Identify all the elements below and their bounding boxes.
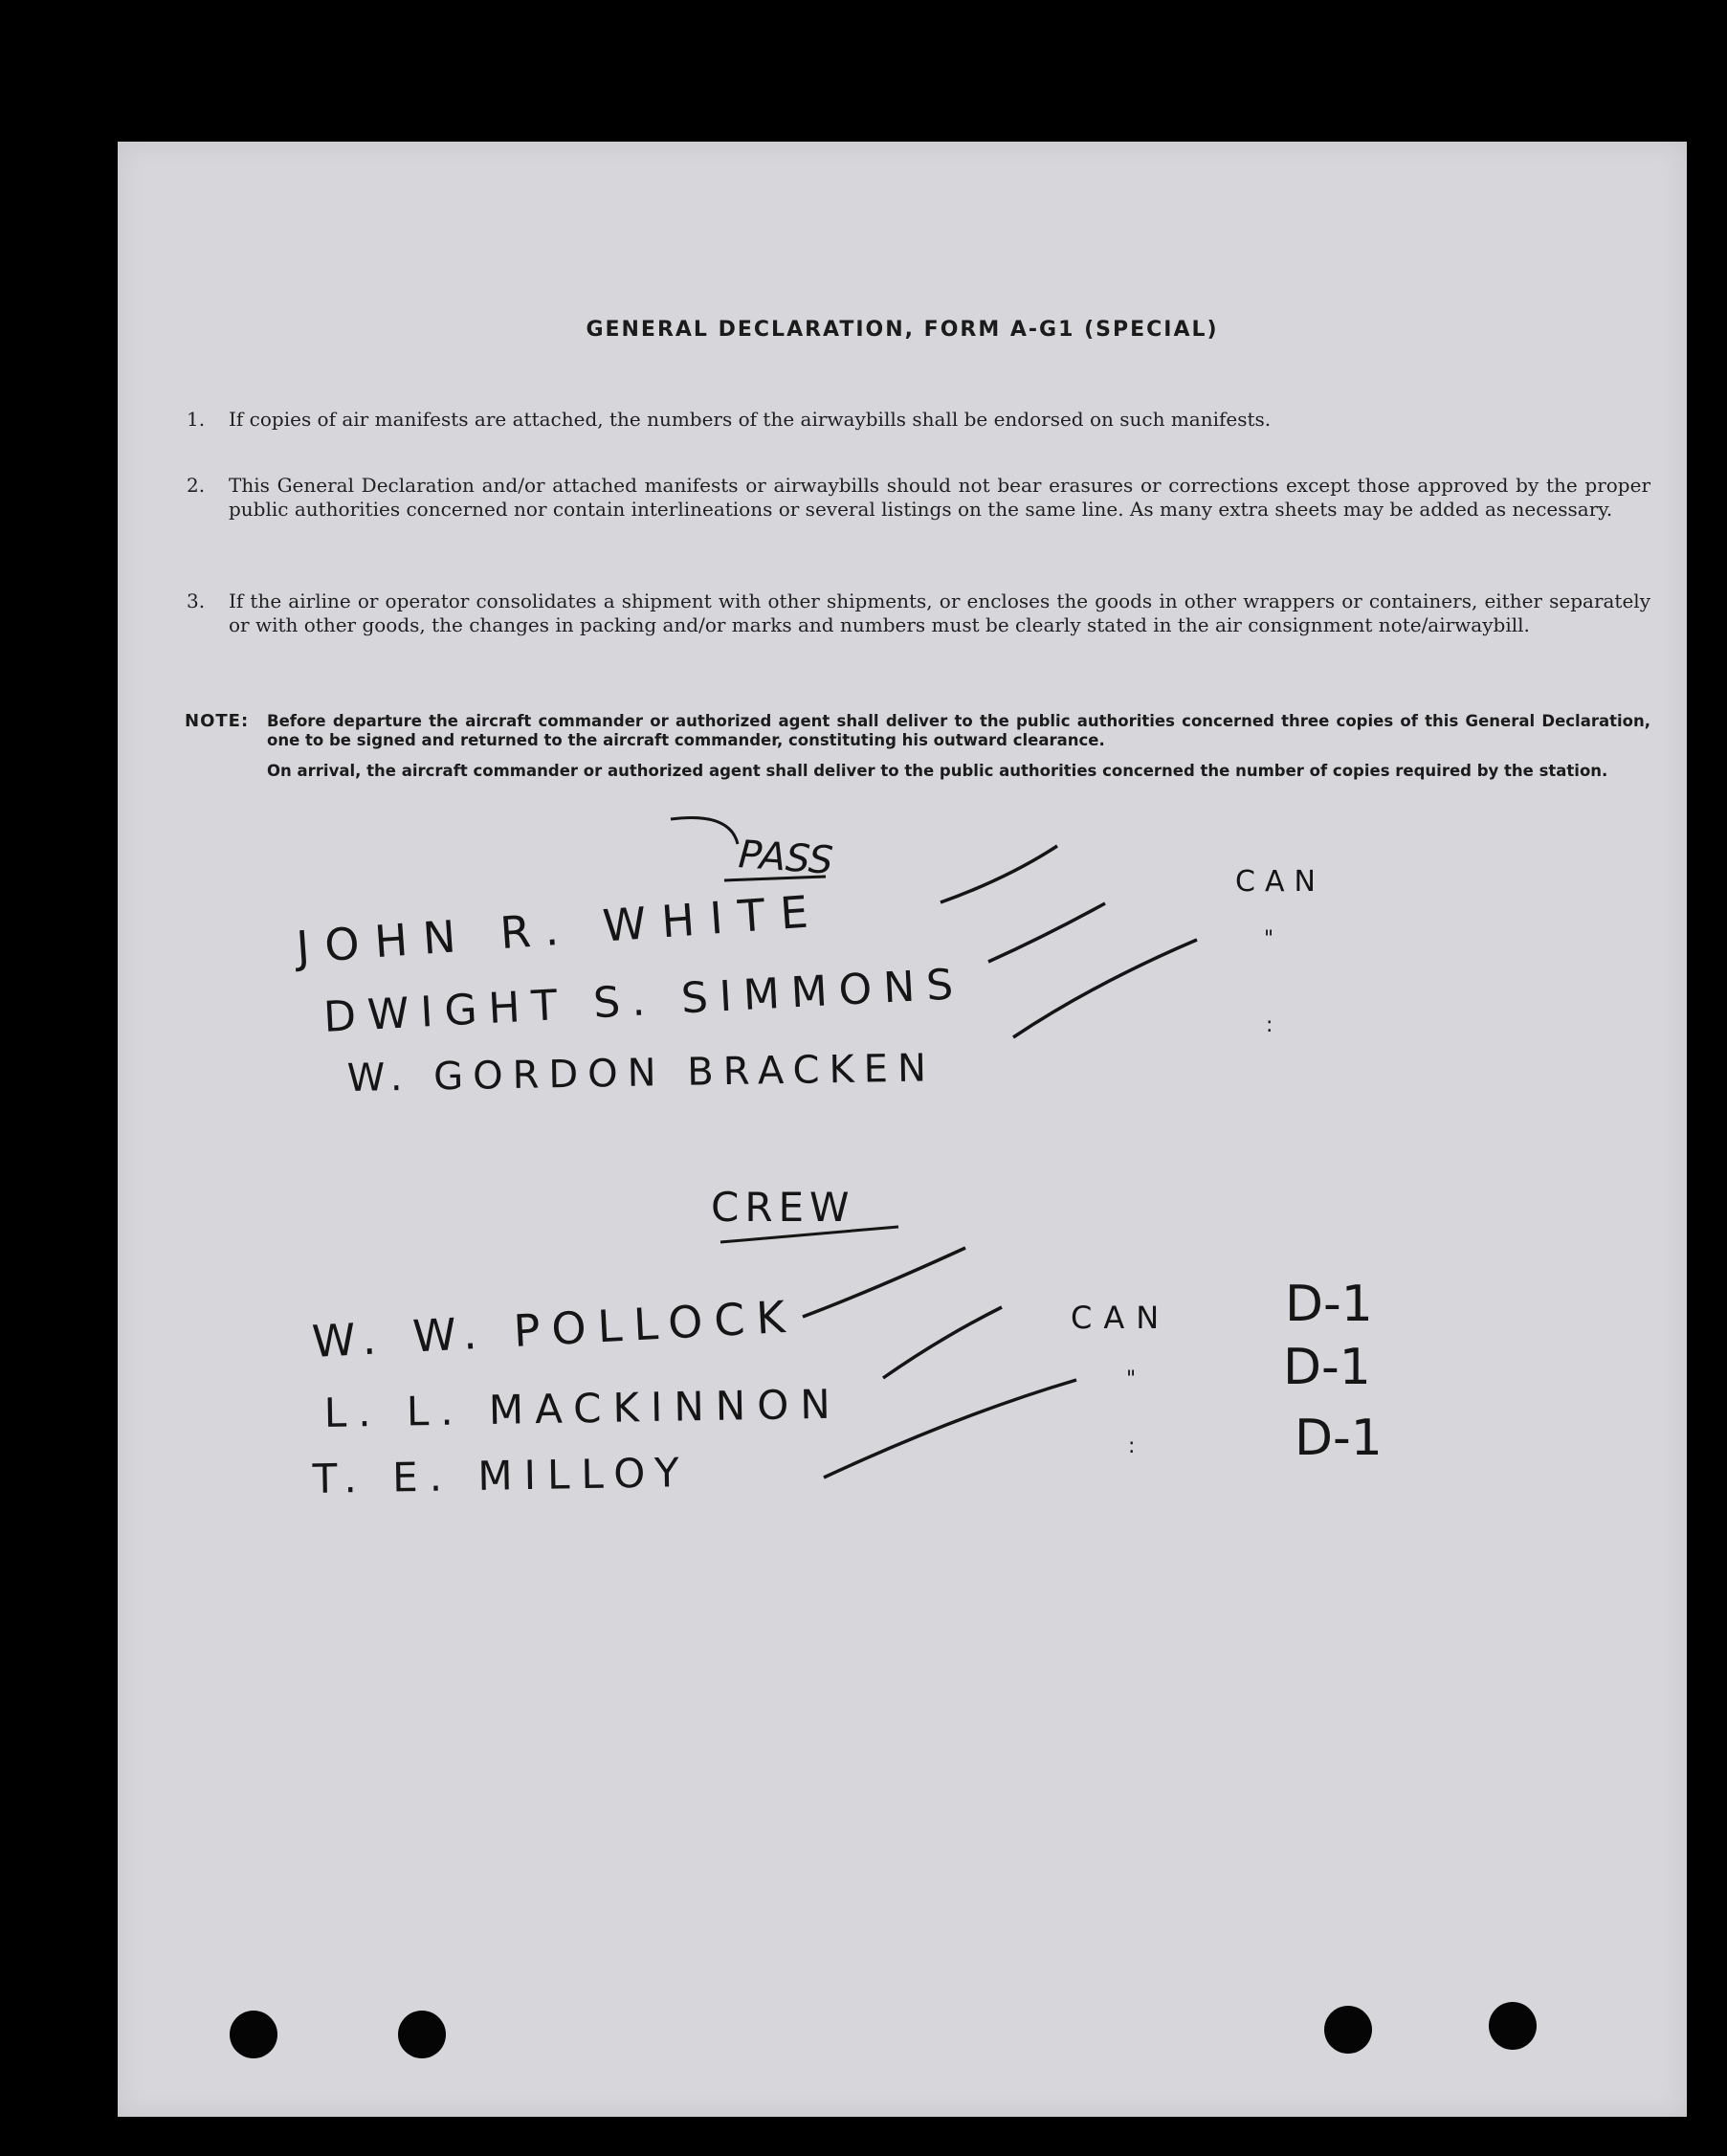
punch-hole (230, 2011, 277, 2058)
crew-dash (824, 1380, 1076, 1478)
crew-name: T. E. MILLOY (312, 1449, 692, 1502)
passenger-name: DWIGHT S. SIMMONS (321, 959, 966, 1042)
crew-name: L. L. MACKINNON (323, 1380, 843, 1436)
crew-nationality: : (1128, 1434, 1136, 1458)
passenger-dash (1013, 940, 1197, 1037)
crew-nationality: CAN (1071, 1300, 1171, 1336)
crew-code: D-1 (1285, 1276, 1373, 1333)
heading-flourish (671, 817, 738, 844)
crew-name: W. W. POLLOCK (310, 1290, 798, 1367)
crew-dash (803, 1248, 965, 1317)
crew-code: D-1 (1283, 1339, 1371, 1396)
instruction-number: 1. (187, 408, 206, 431)
instruction-text: If the airline or operator consolidates a shipment with other shipments, or encloses the goods in other wrappers or containers, either separately or with other goods, the changes in packing and/or marks and numbers must be clearly stated in the air consignment note/airwaybill. (229, 589, 1650, 636)
passenger-nationality: : (1266, 1013, 1273, 1037)
punch-hole (1489, 2002, 1537, 2050)
passenger-dash (941, 846, 1057, 902)
punch-hole (398, 2011, 446, 2058)
instruction-number: 2. (187, 474, 206, 497)
crew-heading: CREW (711, 1184, 855, 1231)
note-label: NOTE: (185, 711, 250, 731)
crew-nationality: " (1126, 1367, 1137, 1391)
passenger-dash (988, 903, 1105, 962)
instruction-number: 3. (187, 589, 206, 612)
instruction-text: This General Declaration and/or attached manifests or airwaybills should not bear erasures or corrections except those approved by the proper public authorities concerned nor contain interlineations or several listings on the same line. As many extra sheets may be added as necessary. (229, 474, 1650, 521)
passenger-nationality: CAN (1235, 865, 1325, 899)
form-sheet (118, 142, 1687, 2117)
passengers-heading: PASS (737, 833, 835, 883)
instruction-text: If copies of air manifests are attached, the numbers of the airwaybills shall be endorsed on such manifests. (229, 408, 1272, 431)
form-title: GENERAL DECLARATION, FORM A-G1 (SPECIAL) (586, 318, 1219, 342)
note-paragraph-2: On arrival, the aircraft commander or authorized agent shall deliver to the public authorities concerned the number of copies required by the station. (267, 762, 1608, 780)
note-paragraph-1: Before departure the aircraft commander or authorized agent shall deliver to the public authorities concerned three copies of this General Declaration, one to be signed and returned to the aircraft commander, constituting his outward clearance. (267, 712, 1650, 749)
passenger-name: JOHN R. WHITE (295, 884, 826, 973)
passenger-name: W. GORDON BRACKEN (346, 1046, 937, 1100)
handwritten-entries (118, 142, 1687, 2117)
passenger-nationality: " (1264, 927, 1274, 951)
crew-code: D-1 (1295, 1410, 1383, 1467)
crew-dash (883, 1307, 1002, 1378)
punch-hole (1324, 2006, 1372, 2054)
